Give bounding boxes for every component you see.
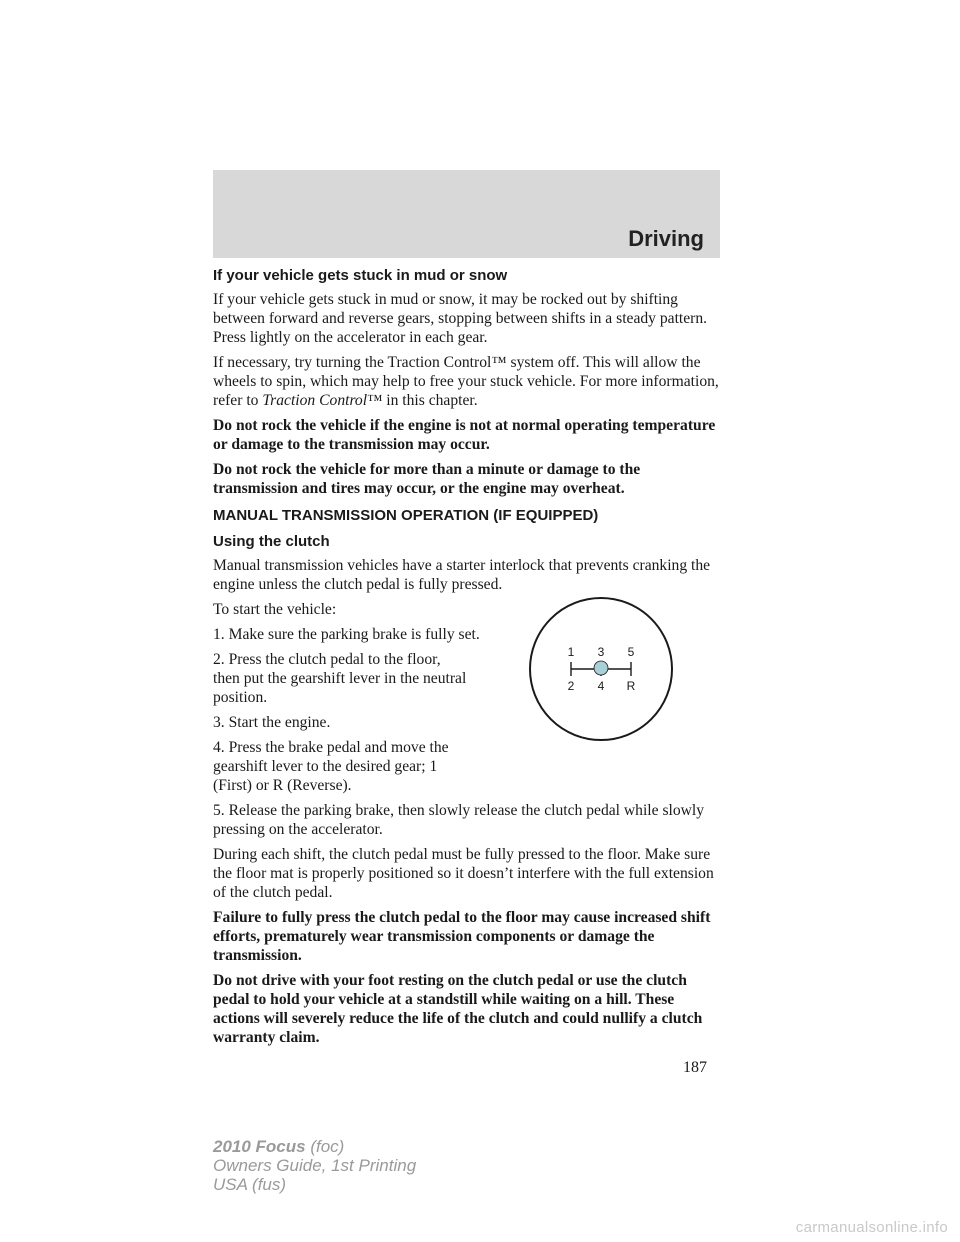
footer-print-info — [213, 1137, 416, 1194]
clutch-warning-1: Failure to fully press the clutch pedal to the floor may cause increased shift efforts, prematurely wear transmission components or damage the transmission. — [213, 909, 711, 964]
rock-warning-1: Do not rock the vehicle if the engine is not at normal operating temperature or damage to the transmission may occur. — [213, 417, 716, 453]
interlock-paragraph: Manual transmission vehicles have a starter interlock that prevents cranking the engine unless the clutch pedal is fully pressed. — [213, 557, 711, 593]
step-4: 4. Press the brake pedal and move the gearshift lever to the desired gear; 1 (First) or R (Reverse). — [213, 739, 449, 794]
watermark: carmanualsonline.info — [795, 1219, 948, 1236]
footer-region: USA — [213, 1175, 248, 1194]
traction-control-reference: Traction Control™ — [262, 392, 383, 409]
clutch-warning-2: Do not drive with your foot resting on the clutch pedal or use the clutch pedal to hold your vehicle at a standstill while waiting on a hill. These actions will severely reduce the life of the clutch and could nullify a clutch warranty claim. — [213, 972, 703, 1046]
rock-warning-2: Do not rock the vehicle for more than a minute or damage to the transmission and tires may occur, or the engine may overheat. — [213, 461, 641, 497]
footer-line-2: Owners Guide, 1st Printing — [213, 1156, 417, 1175]
footer-region-code: (fus) — [247, 1175, 287, 1194]
shift-paragraph: During each shift, the clutch pedal must be fully pressed to the floor. Make sure the floor mat is properly positioned so it doesn’t interfere with the full extension of the clutch pedal. — [213, 846, 714, 901]
page-number: 187 — [683, 1059, 707, 1076]
step-3: 3. Start the engine. — [213, 714, 331, 731]
gear-label-4: 4 — [597, 679, 605, 693]
gearshift-pattern-diagram — [528, 596, 674, 742]
gearshift-knob-icon — [594, 661, 608, 675]
gear-label-5: 5 — [627, 645, 635, 659]
gear-label-1: 1 — [567, 645, 575, 659]
manual-transmission-title: MANUAL TRANSMISSION OPERATION (IF EQUIPPED) — [213, 507, 599, 524]
stuck-paragraph-2-text-b: in this chapter. — [382, 392, 478, 409]
gear-label-r: R — [626, 679, 636, 693]
section-header-band — [213, 170, 720, 258]
section-title: Driving — [628, 226, 704, 251]
step-2: 2. Press the clutch pedal to the floor, then put the gearshift lever in the neutral position. — [213, 651, 467, 706]
step-5: 5. Release the parking brake, then slowly release the clutch pedal while slowly pressing on the accelerator. — [213, 802, 705, 838]
footer-line-1 — [213, 1137, 416, 1156]
footer-model: 2010 Focus — [213, 1137, 306, 1156]
footer-model-code: (foc) — [305, 1137, 345, 1156]
using-clutch-heading: Using the clutch — [213, 533, 330, 550]
gear-label-3: 3 — [597, 645, 605, 659]
stuck-paragraph-2 — [213, 353, 723, 410]
gear-label-2: 2 — [567, 679, 575, 693]
stuck-paragraph-2-text-a: If necessary, try turning the Traction Control™ system off. This will allow the wheels to spin, which may help to free your stuck vehicle. For more information, refer to — [213, 354, 719, 409]
step-1: 1. Make sure the parking brake is fully set. — [213, 626, 480, 643]
footer-line-3 — [213, 1175, 416, 1194]
start-intro: To start the vehicle: — [213, 601, 337, 618]
stuck-heading: If your vehicle gets stuck in mud or snow — [213, 267, 508, 284]
stuck-paragraph-1: If your vehicle gets stuck in mud or snow, it may be rocked out by shifting between forward and reverse gears, stopping between shifts in a steady pattern. Press lightly on the accelerator in each gear. — [213, 291, 708, 346]
